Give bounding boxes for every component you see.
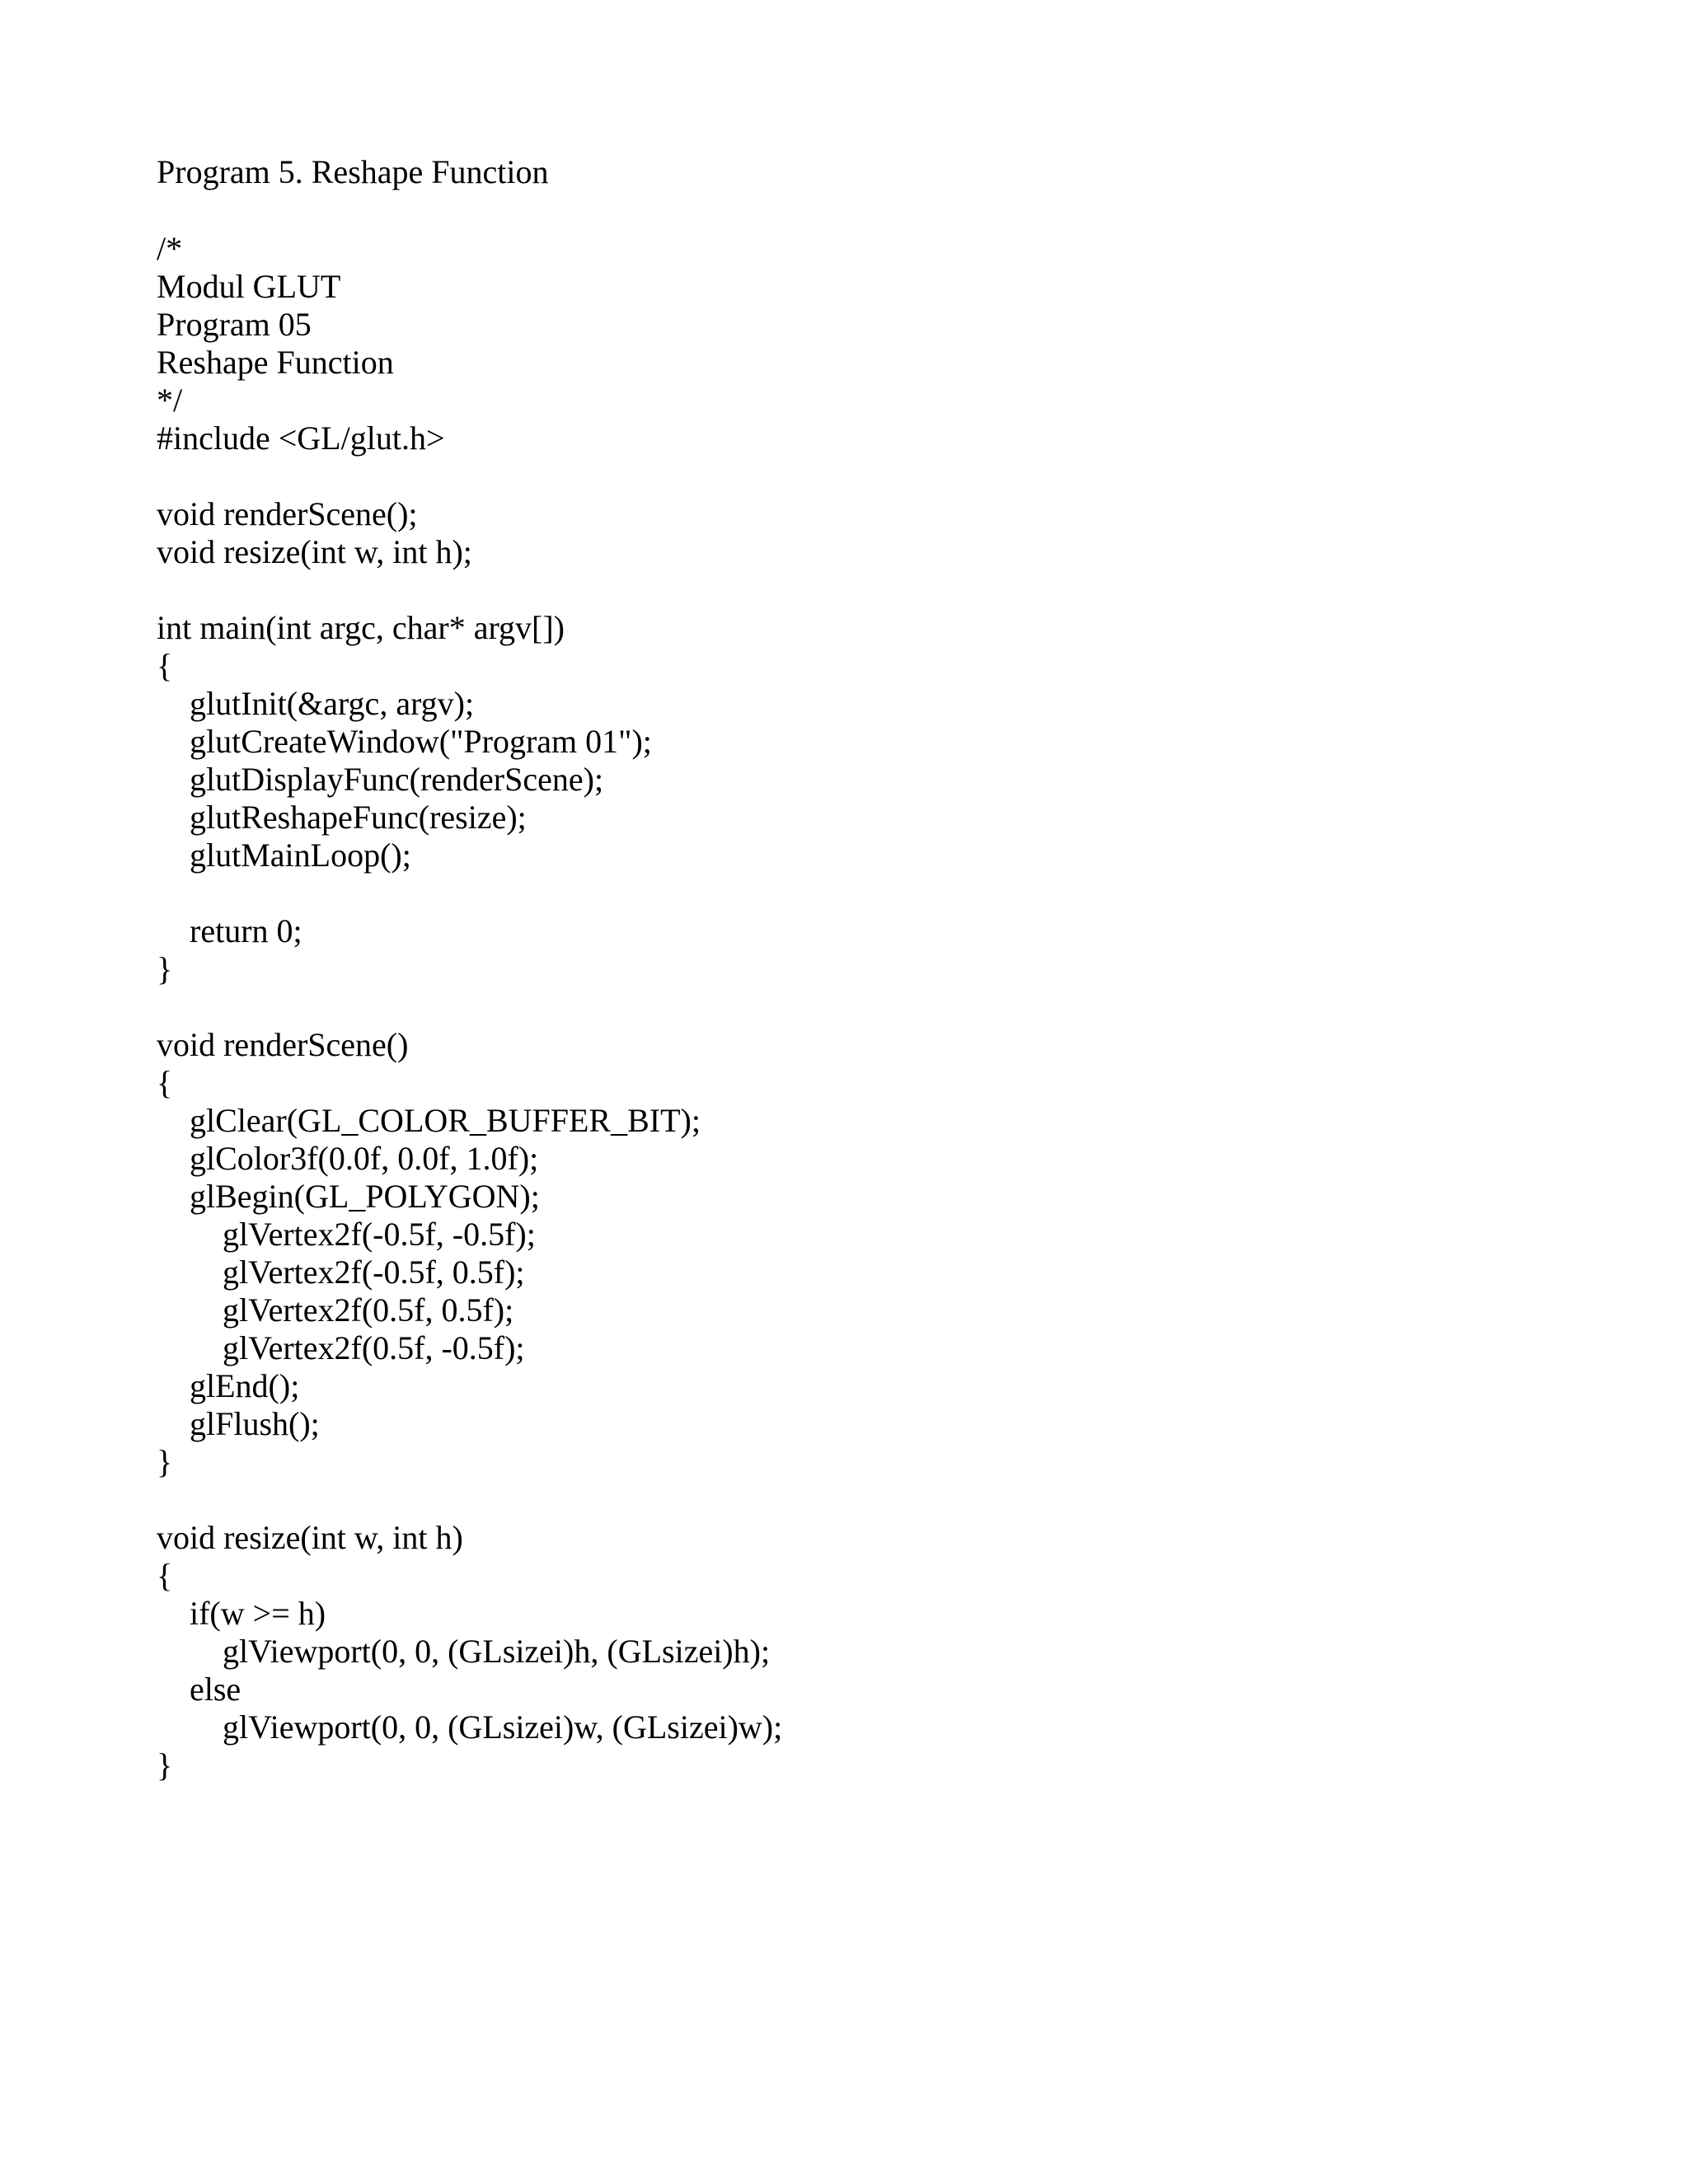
blank-line (157, 457, 782, 495)
blank-line (157, 874, 782, 912)
code-line: glClear(GL_COLOR_BUFFER_BIT); (190, 1102, 701, 1139)
code-line: { (157, 1557, 173, 1594)
code-line: #include <GL/glut.h> (157, 419, 445, 457)
blank-line (157, 988, 782, 1026)
code-line: Program 05 (157, 306, 312, 343)
page-title: Program 5. Reshape Function (157, 153, 549, 190)
code-line: glColor3f(0.0f, 0.0f, 1.0f); (190, 1140, 539, 1177)
code-line: void renderScene() (157, 1026, 409, 1063)
code-line: glBegin(GL_POLYGON); (190, 1178, 540, 1215)
code-line: glutReshapeFunc(resize); (190, 799, 527, 836)
code-line: glVertex2f(0.5f, 0.5f); (223, 1291, 514, 1329)
code-line: } (157, 950, 173, 987)
code-line: if(w >= h) (190, 1595, 326, 1632)
code-line: } (157, 1443, 173, 1480)
blank-line (157, 1481, 782, 1519)
code-line: void resize(int w, int h); (157, 533, 472, 570)
code-line: glViewport(0, 0, (GLsizei)w, (GLsizei)w); (223, 1708, 783, 1746)
code-line: void resize(int w, int h) (157, 1519, 463, 1556)
code-line: glVertex2f(0.5f, -0.5f); (223, 1329, 525, 1366)
code-listing (157, 230, 782, 1784)
code-line: Modul GLUT (157, 268, 341, 305)
code-line: } (157, 1746, 173, 1783)
code-line: glFlush(); (190, 1405, 320, 1442)
blank-line (157, 571, 782, 609)
code-line: { (157, 647, 173, 684)
code-line: return 0; (190, 912, 302, 949)
code-line: /* (157, 230, 183, 267)
code-line: glutDisplayFunc(renderScene); (190, 761, 604, 798)
code-line: else (190, 1671, 241, 1708)
code-line: Reshape Function (157, 344, 394, 381)
code-line: glVertex2f(-0.5f, 0.5f); (223, 1254, 525, 1291)
code-line: glutMainLoop(); (190, 837, 411, 874)
code-line: glViewport(0, 0, (GLsizei)h, (GLsizei)h); (223, 1633, 771, 1670)
code-line: glutInit(&argc, argv); (190, 685, 475, 722)
code-line: glutCreateWindow("Program 01"); (190, 723, 652, 760)
code-line: int main(int argc, char* argv[]) (157, 609, 565, 646)
code-line: glEnd(); (190, 1367, 300, 1404)
code-line: */ (157, 382, 183, 419)
code-line: void renderScene(); (157, 495, 418, 532)
code-line: glVertex2f(-0.5f, -0.5f); (223, 1216, 536, 1253)
code-line: { (157, 1064, 173, 1101)
